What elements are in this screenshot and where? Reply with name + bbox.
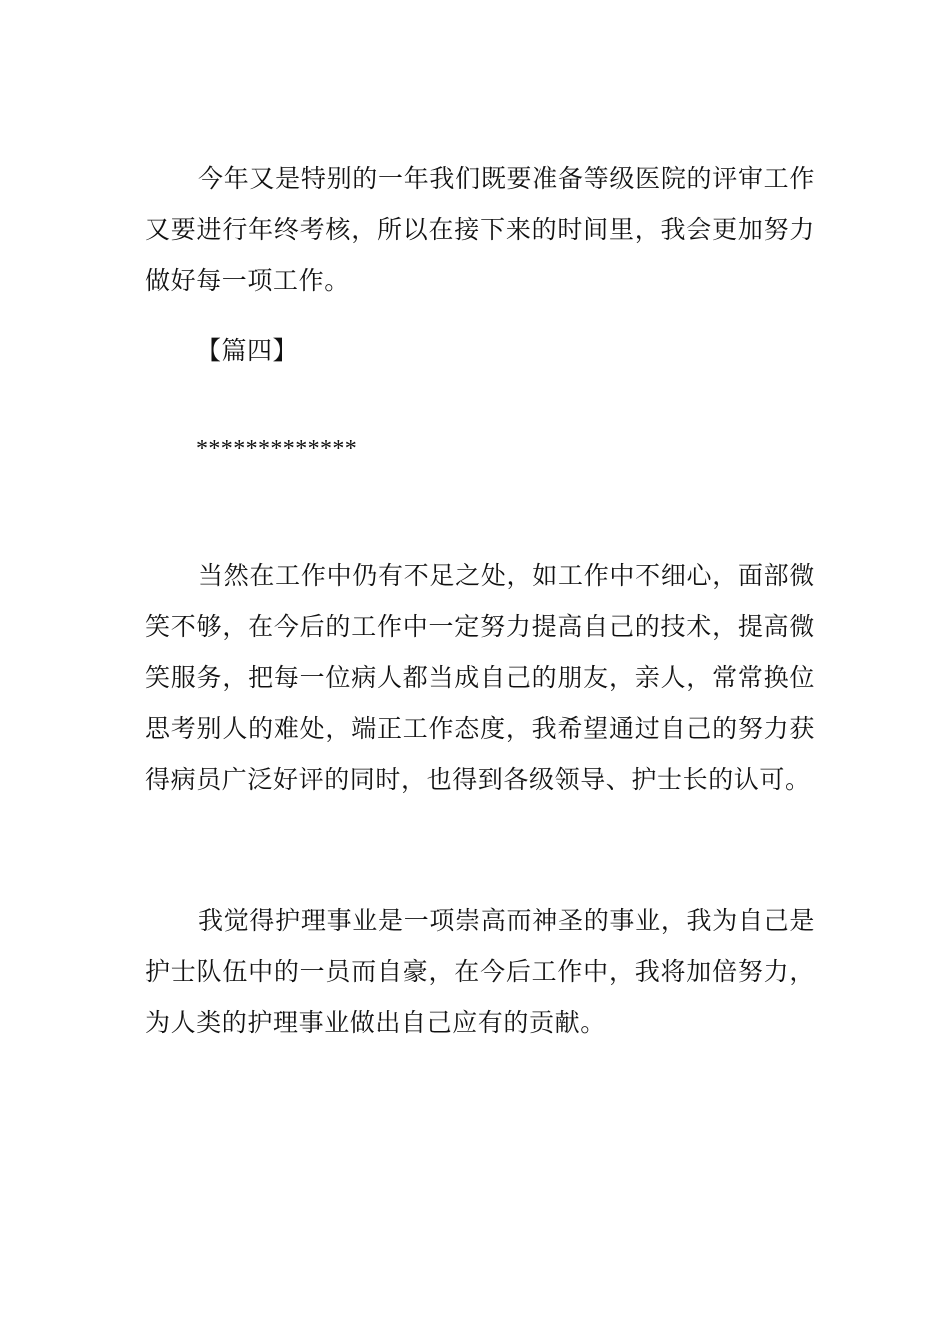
paragraph-year-review: 今年又是特别的一年我们既要准备等级医院的评审工作又要进行年终考核，所以在接下来的时间里，我会更加努力做好每一项工作。	[145, 164, 815, 295]
paragraph-nursing-career: 我觉得护理事业是一项崇高而神圣的事业，我为自己是护士队伍中的一员而自豪，在今后工作中，我将加倍努力，为人类的护理事业做出自己应有的贡献。	[145, 906, 815, 1037]
separator-asterisks: *************	[196, 436, 358, 462]
paragraph-shortcomings: 当然在工作中仍有不足之处，如工作中不细心，面部微笑不够，在今后的工作中一定努力提高自己的技术，提高微笑服务，把每一位病人都当成自己的朋友，亲人，常常换位思考别人的难处，端正工作态度，我希望通过自己的努力获得病员广泛好评的同时，也得到各级领导、护士长的认可。	[145, 561, 815, 794]
section-heading: 【篇四】	[196, 336, 299, 365]
